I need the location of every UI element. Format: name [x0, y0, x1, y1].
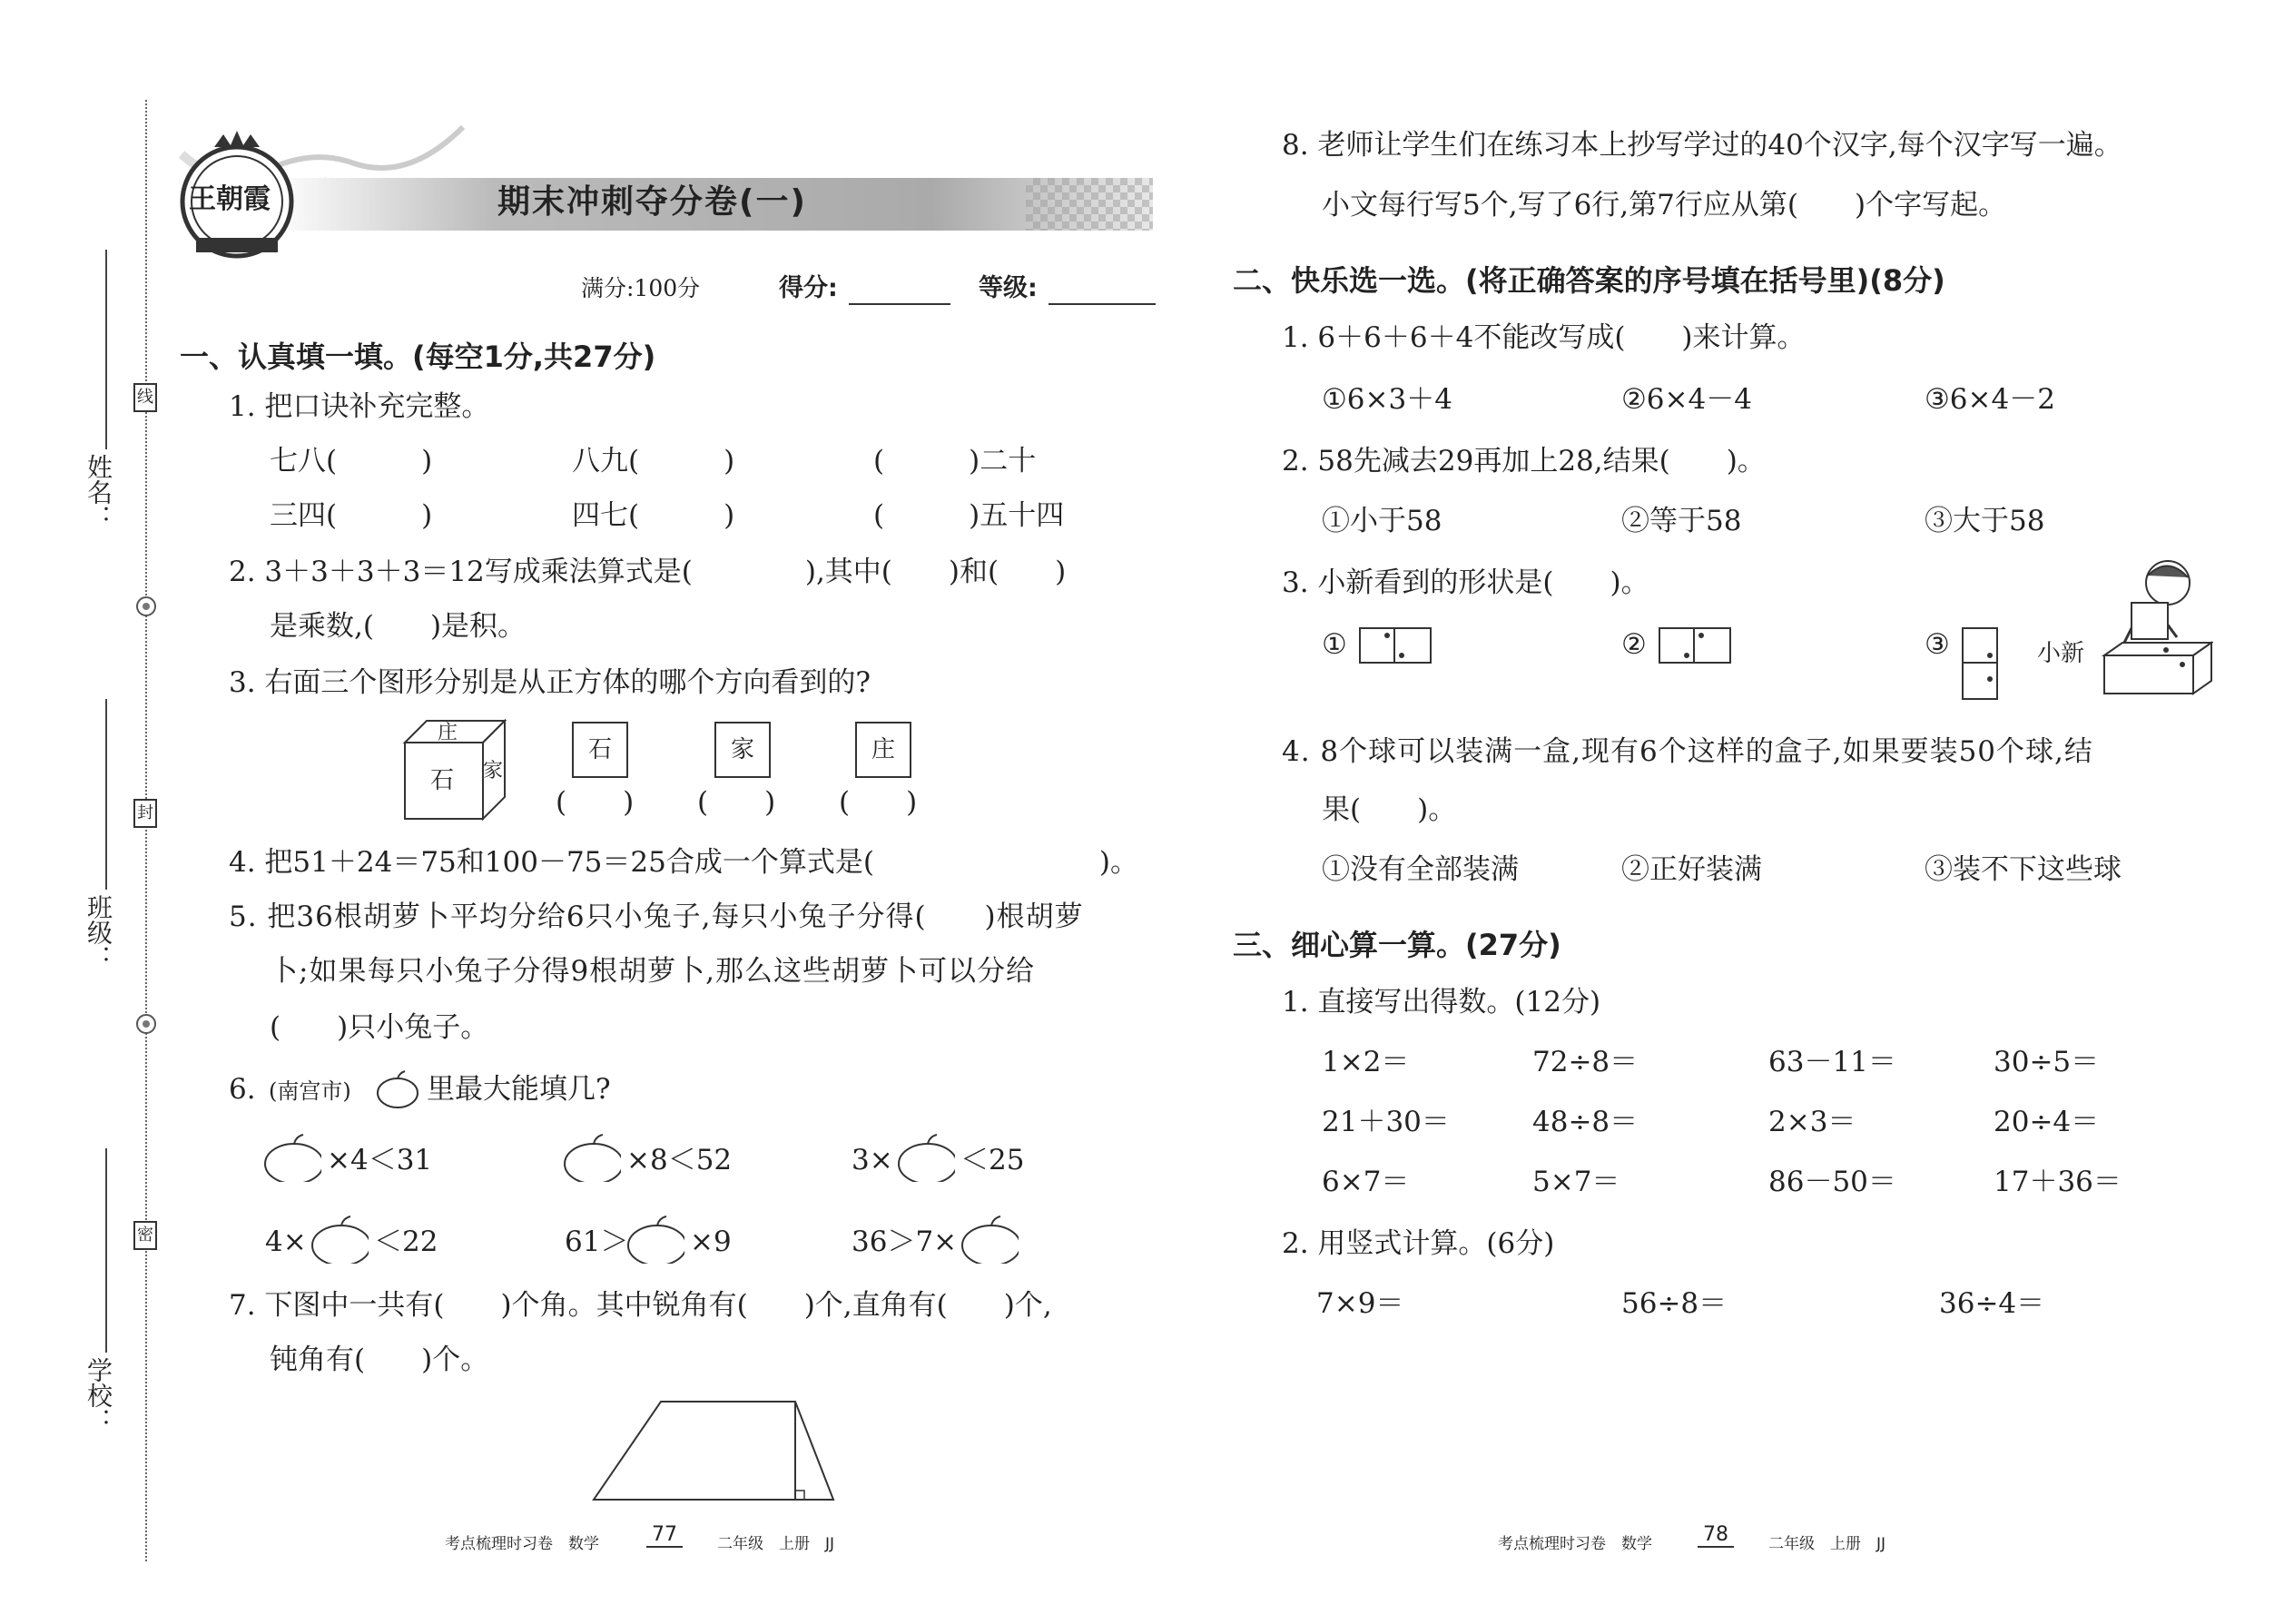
apple-icon: [374, 1069, 421, 1109]
s2q2-text[interactable]: 2. 58先减去29再加上28,结果( )。: [1282, 445, 1766, 477]
vertical-calc-item[interactable]: 56÷8＝: [1621, 1287, 1728, 1320]
binding-ring-icon-1: [134, 595, 158, 618]
q5-line-1[interactable]: 5. 把36根胡萝卜平均分给6只小兔子,每只小兔子分得( )根胡萝: [229, 901, 1084, 933]
ineq-part: ×8＜52: [626, 1144, 733, 1176]
seal-mark-3: 密: [133, 1221, 157, 1250]
calc-item[interactable]: 6×7＝: [1322, 1166, 1410, 1198]
shape-option-1[interactable]: [1358, 626, 1434, 664]
xiaoxin-label: 小新: [2037, 640, 2085, 667]
s2q2-option[interactable]: ②等于58: [1621, 505, 1742, 537]
view-square: 庄: [855, 722, 911, 778]
q4-text[interactable]: 4. 把51＋24＝75和100－75＝25合成一个算式是( )。: [229, 846, 1139, 879]
ineq-part: 4×: [265, 1225, 307, 1258]
q6-text: 里最大能填几?: [427, 1073, 611, 1106]
score-label: 得分:: [779, 274, 838, 302]
school-label: 学校：: [84, 1357, 113, 1433]
s2q3-option-label[interactable]: ①: [1322, 628, 1347, 661]
trapezoid-diagram: [588, 1398, 842, 1507]
q1-item[interactable]: ( )二十: [873, 445, 1037, 477]
calc-item[interactable]: 21＋30＝: [1322, 1106, 1450, 1138]
binding-ring-icon-2: [134, 1012, 158, 1036]
cube-side-face: 家: [483, 760, 504, 782]
boy-looking-at-box-illustration: [2095, 556, 2213, 701]
calc-item[interactable]: 72÷8＝: [1532, 1046, 1639, 1078]
grade-label: 等级:: [979, 274, 1038, 302]
q7-line-2[interactable]: 钝角有( )个。: [270, 1343, 489, 1376]
school-field[interactable]: [105, 1148, 107, 1353]
q5-line-3[interactable]: ( )只小兔子。: [270, 1011, 489, 1044]
cube-top-face: 庄: [438, 722, 458, 744]
s3q1-text: 1. 直接写出得数。(12分): [1282, 986, 1601, 1019]
name-field[interactable]: [105, 250, 107, 449]
q2-line-2[interactable]: 是乘数,( )是积。: [270, 610, 527, 643]
seal-mark-1: 线: [133, 383, 157, 412]
view-square: 家: [714, 722, 771, 778]
calc-item[interactable]: 5×7＝: [1532, 1166, 1620, 1198]
calc-item[interactable]: 63－11＝: [1768, 1046, 1896, 1078]
shape-option-2[interactable]: [1658, 626, 1734, 664]
q1-item[interactable]: 三四( ): [270, 499, 433, 532]
ineq-part: ×9: [690, 1225, 732, 1258]
ineq-part: ＜25: [960, 1144, 1025, 1176]
shape-option-3[interactable]: [1961, 626, 2001, 703]
calc-item[interactable]: 2×3＝: [1768, 1106, 1856, 1138]
binding-dotted-line: [145, 100, 147, 1561]
section-3-heading: 三、细心算一算。(27分): [1233, 928, 1561, 962]
view-blank[interactable]: ( ): [697, 786, 776, 819]
footer-right-tail: 二年级 上册 JJ: [1768, 1535, 1886, 1553]
calc-item[interactable]: 86－50＝: [1768, 1166, 1896, 1198]
s2q4-option[interactable]: ③装不下这些球: [1925, 853, 2122, 886]
brand-name: 王朝霞: [189, 183, 271, 215]
q7-line-1[interactable]: 7. 下图中一共有( )个角。其中锐角有( )个,直角有( )个,: [229, 1289, 1052, 1322]
name-label: 姓名：: [84, 454, 113, 530]
seal-mark-2: 封: [133, 799, 157, 828]
class-label: 班级：: [84, 894, 113, 970]
paper-title: 期末冲刺夺分卷(一): [497, 183, 807, 221]
calc-item[interactable]: 30÷5＝: [1994, 1046, 2100, 1078]
s3q2-text: 2. 用竖式计算。(6分): [1282, 1227, 1555, 1260]
s2q4-line-2[interactable]: 果( )。: [1322, 793, 1457, 826]
calc-item[interactable]: 48÷8＝: [1532, 1106, 1639, 1138]
section-1-heading: 一、认真填一填。(每空1分,共27分): [180, 340, 656, 374]
s2q2-option[interactable]: ①小于58: [1322, 505, 1442, 537]
q2-line-1[interactable]: 2. 3＋3＋3＋3＝12写成乘法算式是( ),其中( )和( ): [229, 556, 1067, 588]
ineq-part: 3×: [852, 1144, 893, 1176]
s2q1-option[interactable]: ③6×4－2: [1925, 383, 2055, 416]
class-field[interactable]: [105, 699, 107, 890]
page-number-left: 77: [646, 1523, 683, 1548]
s2q3-option-label[interactable]: ②: [1621, 628, 1647, 661]
apple-icon[interactable]: [960, 1215, 1019, 1264]
q1-item[interactable]: 四七( ): [572, 499, 735, 532]
score-field[interactable]: [849, 303, 950, 305]
q1-item[interactable]: 八九( ): [572, 445, 735, 477]
q1-item[interactable]: 七八( ): [270, 445, 433, 477]
view-blank[interactable]: ( ): [839, 786, 918, 819]
s2q1-text[interactable]: 1. 6＋6＋6＋4不能改写成( )来计算。: [1282, 321, 1806, 354]
view-blank[interactable]: ( ): [556, 786, 635, 819]
s2q2-option[interactable]: ③大于58: [1925, 505, 2045, 537]
s2q4-option[interactable]: ①没有全部装满: [1322, 853, 1519, 886]
q8-line-2[interactable]: 小文每行写5个,写了6行,第7行应从第( )个字写起。: [1322, 189, 2007, 221]
apple-icon[interactable]: [897, 1133, 955, 1182]
calc-item[interactable]: 1×2＝: [1322, 1046, 1410, 1078]
apple-icon[interactable]: [626, 1215, 684, 1264]
vertical-calc-item[interactable]: 36÷4＝: [1939, 1287, 2045, 1320]
section-2-heading: 二、快乐选一选。(将正确答案的序号填在括号里)(8分): [1233, 263, 1945, 298]
s2q3-option-label[interactable]: ③: [1925, 628, 1950, 661]
calc-item[interactable]: 20÷4＝: [1994, 1106, 2100, 1138]
apple-icon[interactable]: [310, 1215, 369, 1264]
ineq-part: ×4＜31: [327, 1144, 433, 1176]
q1-text: 1. 把口诀补充完整。: [229, 390, 490, 423]
full-score: 满分:100分: [581, 275, 701, 301]
footer-left-text: 考点梳理时习卷 数学: [445, 1535, 599, 1553]
footer-right-text: 考点梳理时习卷 数学: [1498, 1535, 1652, 1553]
calc-item[interactable]: 17＋36＝: [1994, 1166, 2122, 1198]
s2q4-option[interactable]: ②正好装满: [1621, 853, 1762, 886]
q3-text: 3. 右面三个图形分别是从正方体的哪个方向看到的?: [229, 666, 871, 699]
grade-field[interactable]: [1049, 303, 1156, 305]
ineq-part: ＜22: [374, 1225, 438, 1258]
q6-number: 6.: [229, 1073, 256, 1106]
cube-front-face: 石: [430, 767, 455, 794]
view-square: 石: [572, 722, 628, 778]
q5-line-2: 卜;如果每只小兔子分得9根胡萝卜,那么这些胡萝卜可以分给: [270, 955, 1036, 988]
s2q4-line-1: 4. 8个球可以装满一盒,现有6个这样的盒子,如果要装50个球,结: [1282, 735, 2093, 768]
ineq-part: 61＞: [565, 1225, 629, 1258]
banner-checker: [1026, 178, 1153, 231]
q1-item[interactable]: ( )五十四: [873, 499, 1065, 532]
s2q3-text[interactable]: 3. 小新看到的形状是( )。: [1282, 566, 1649, 599]
ineq-part: 36＞7×: [852, 1225, 958, 1258]
apple-icon[interactable]: [263, 1133, 321, 1182]
footer-left-tail: 二年级 上册 JJ: [717, 1535, 835, 1553]
s2q1-option[interactable]: ②6×4－4: [1621, 383, 1752, 416]
vertical-calc-item[interactable]: 7×9＝: [1316, 1287, 1404, 1320]
q8-line-1: 8. 老师让学生们在练习本上抄写学过的40个汉字,每个汉字写一遍。: [1282, 129, 2122, 162]
q6-region-tag: (南宫市): [269, 1078, 351, 1104]
apple-icon[interactable]: [563, 1133, 621, 1182]
page-number-right: 78: [1698, 1523, 1734, 1548]
s2q1-option[interactable]: ①6×3＋4: [1322, 383, 1452, 416]
